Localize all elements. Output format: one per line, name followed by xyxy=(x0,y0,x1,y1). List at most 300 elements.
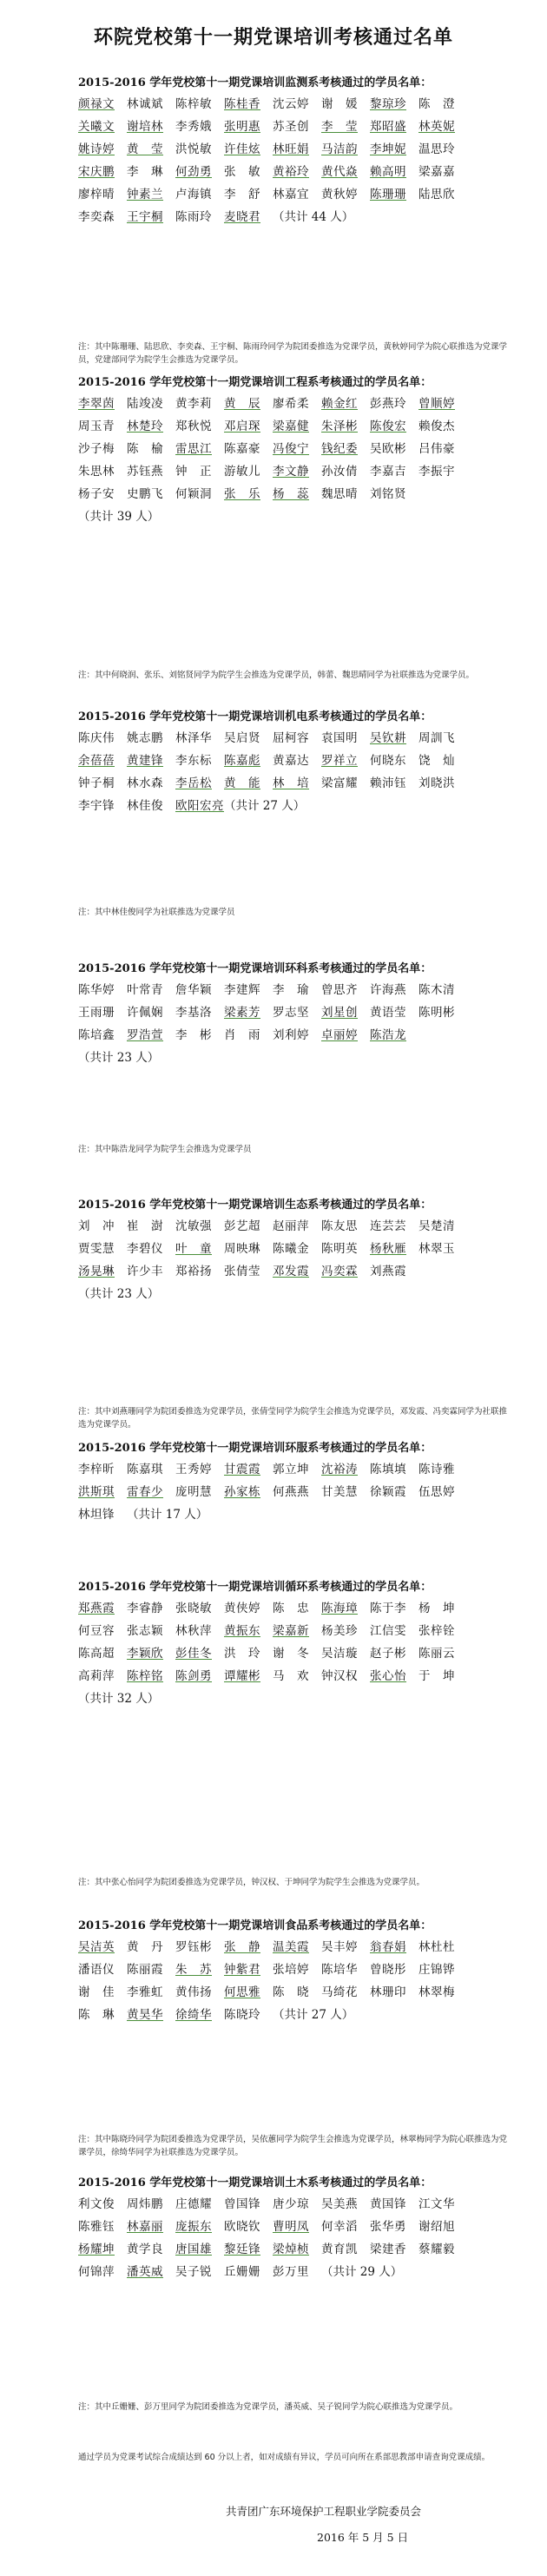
member-name: 陈海璋 xyxy=(321,1602,358,1615)
section-heading: 2015-2016 学年党校第十一期党课培训监测系考核通过的学员名单： xyxy=(78,76,432,89)
member-name: 陈嘉豪 xyxy=(224,442,260,456)
member-name: 谢培林 xyxy=(127,120,163,134)
section-3 xyxy=(78,962,508,1065)
member-name: 欧阳宏亮 xyxy=(175,799,224,813)
member-name: 黄语莹 xyxy=(370,1006,406,1020)
member-name: 陈诗雅 xyxy=(418,1463,455,1476)
member-name: 谭耀彬 xyxy=(224,1669,260,1683)
member-name: 钟素兰 xyxy=(127,188,163,201)
member-name: 吴钦耕 xyxy=(370,731,406,745)
member-total: （共计 44 人） xyxy=(273,210,354,224)
member-name: 陈培华 xyxy=(321,1963,358,1977)
member-name: 黄 莹 xyxy=(127,142,163,156)
member-name: 史鹏飞 xyxy=(127,487,163,501)
member-name: 连芸芸 xyxy=(370,1219,406,1233)
member-name: 崔 澍 xyxy=(127,1219,163,1233)
member-name: 李东标 xyxy=(175,754,212,768)
member-name: 卢海镇 xyxy=(175,188,212,201)
member-name: 陈桂香 xyxy=(224,97,260,111)
member-name: 钟紫君 xyxy=(224,1963,260,1977)
member-name: 袁国明 xyxy=(321,731,358,745)
member-name: 陈雨玲 xyxy=(175,210,212,224)
member-name: 郑燕霞 xyxy=(78,1602,115,1615)
section-note: 注：其中陈珊珊、陆思欣、李奕森、王宇桐、陈雨玲同学为院团委推选为党课学员，黄秋婷同学为院心联推选为党课学员，党建部同学为院学生会推选为党课学员。 xyxy=(78,342,508,365)
section-heading: 2015-2016 学年党校第十一期党课培训机电系考核通过的学员名单： xyxy=(78,710,432,723)
member-name: 徐颖霞 xyxy=(370,1485,406,1499)
member-name: 温美霞 xyxy=(273,1940,309,1954)
member-name: 叶常青 xyxy=(127,983,163,997)
member-name: 谢 冬 xyxy=(273,1647,309,1661)
member-name: 徐绮华 xyxy=(175,2008,212,2022)
member-name: 李宇锋 xyxy=(78,799,115,813)
member-name: 陈梓铭 xyxy=(127,1669,163,1683)
member-name: 陈梓敏 xyxy=(175,97,212,111)
member-name: 李 琳 xyxy=(127,165,163,179)
member-name: 卓丽婷 xyxy=(321,1028,358,1042)
member-name: 刘利婷 xyxy=(273,1028,309,1042)
member-name: 黄代焱 xyxy=(321,165,358,179)
member-name: 李翠茵 xyxy=(78,397,115,411)
member-name: 陈填填 xyxy=(370,1463,406,1476)
member-name: 杨子安 xyxy=(78,487,115,501)
section-heading: 2015-2016 学年党校第十一期党课培训食品系考核通过的学员名单： xyxy=(78,1919,432,1932)
member-name: 沈裕涛 xyxy=(321,1463,358,1476)
member-name: 黎琼珍 xyxy=(370,97,406,111)
member-name: 曾国锋 xyxy=(224,2197,260,2211)
member-name: 陈木清 xyxy=(418,983,455,997)
member-name: 陈高超 xyxy=(78,1647,115,1661)
member-name: 周炜鹏 xyxy=(127,2197,163,2211)
member-name: 林 培 xyxy=(273,776,309,790)
member-name: 冯奕霖 xyxy=(321,1265,358,1278)
member-name: 李奕森 xyxy=(78,210,115,224)
member-name: 陈 榆 xyxy=(127,442,163,456)
member-name: 李颖欣 xyxy=(127,1647,163,1661)
member-name: 赖高明 xyxy=(370,165,406,179)
section-heading: 2015-2016 学年党校第十一期党课培训土木系考核通过的学员名单： xyxy=(78,2176,432,2190)
name-list xyxy=(78,1219,508,1301)
member-name: 陆思欣 xyxy=(418,188,455,201)
member-name: 李岳松 xyxy=(175,776,212,790)
member-name: 黎廷锋 xyxy=(224,2242,260,2256)
member-name: 林楚玲 xyxy=(127,419,163,433)
member-name: 黄 辰 xyxy=(224,397,260,411)
member-name: 杨耀坤 xyxy=(78,2242,115,2256)
member-name: 刘铭贤 xyxy=(370,487,406,501)
member-name: 曾顺婷 xyxy=(418,397,455,411)
member-name: 曾思齐 xyxy=(321,983,358,997)
member-name: 杨 坤 xyxy=(418,1602,455,1615)
closing-note: 通过学员为党课考试综合成绩达到 60 分以上者，如对成绩有异议，学员可向所在系部思教部申请查询党课成绩。 xyxy=(78,2453,491,2462)
member-name: 谢绍旭 xyxy=(418,2220,455,2234)
member-name: 张明惠 xyxy=(224,120,260,134)
member-name: 姚诗婷 xyxy=(78,142,115,156)
member-name: 翁春娟 xyxy=(370,1940,406,1954)
member-name: 黄秋婷 xyxy=(321,188,358,201)
member-name: 何幸滔 xyxy=(321,2220,358,2234)
member-name: 林英妮 xyxy=(418,120,455,134)
member-name: 李坤妮 xyxy=(370,142,406,156)
member-name: 陈浩龙 xyxy=(370,1028,406,1042)
member-name: 雷思江 xyxy=(175,442,212,456)
member-name: 温思玲 xyxy=(418,142,455,156)
member-name: 陈 澄 xyxy=(418,97,455,111)
member-name: 钟汉权 xyxy=(321,1669,358,1683)
name-list xyxy=(78,97,508,224)
member-name: 林秋萍 xyxy=(175,1624,212,1638)
section-6 xyxy=(78,1581,508,1706)
member-name: 陈丽霞 xyxy=(127,1963,163,1977)
section-note: 注：其中刘燕珊同学为院团委推选为党课学员，张倩莹同学为院学生会推选为党课学员，邓发霞、冯奕霖同学为社联推选为党课学员。 xyxy=(78,1407,508,1430)
member-name: 何思雅 xyxy=(224,1985,260,1999)
member-name: 何锦萍 xyxy=(78,2265,115,2279)
section-1 xyxy=(78,376,508,524)
member-name: 肖 雨 xyxy=(224,1028,260,1042)
member-name: 黄伟扬 xyxy=(175,1985,212,1999)
member-name: 黄振东 xyxy=(224,1624,260,1638)
member-name: 杨 蕊 xyxy=(273,487,309,501)
member-name: 梁富耀 xyxy=(321,776,358,790)
section-heading: 2015-2016 学年党校第十一期党课培训生态系考核通过的学员名单： xyxy=(78,1199,432,1212)
member-name: 吴美燕 xyxy=(321,2197,358,2211)
member-name: 潘语仪 xyxy=(78,1963,115,1977)
member-name: 黄 丹 xyxy=(127,1940,163,1954)
member-name: 赖俊杰 xyxy=(418,419,455,433)
member-name: 冯俊宁 xyxy=(273,442,309,456)
member-name: 余蓓蓓 xyxy=(78,754,115,768)
member-total: （共计 23 人） xyxy=(78,1051,160,1065)
member-name: 吴欧彬 xyxy=(370,442,406,456)
member-name: 吴洁英 xyxy=(78,1940,115,1954)
member-name: 贾雯慧 xyxy=(78,1242,115,1256)
member-name: 梁嘉新 xyxy=(273,1624,309,1638)
member-name: 洪斯琪 xyxy=(78,1485,115,1499)
member-name: 许海燕 xyxy=(370,983,406,997)
member-total: （共计 27 人） xyxy=(224,799,306,813)
member-total: （共计 23 人） xyxy=(78,1287,160,1301)
member-name: 伍思婷 xyxy=(418,1485,455,1499)
member-name: 陈剑勇 xyxy=(175,1669,212,1683)
member-name: 李 彬 xyxy=(175,1028,212,1042)
member-name: 许佳炫 xyxy=(224,142,260,156)
section-heading: 2015-2016 学年党校第十一期党课培训循环系考核通过的学员名单： xyxy=(78,1581,432,1594)
footer-organization: 共青团广东环境保护工程职业学院委员会 xyxy=(226,2505,422,2518)
member-name: 林嘉宜 xyxy=(273,188,309,201)
member-name: 何劲勇 xyxy=(175,165,212,179)
member-name: 张梓铨 xyxy=(418,1624,455,1638)
member-name: 魏思晴 xyxy=(321,487,358,501)
member-name: 黄学良 xyxy=(127,2242,163,2256)
member-name: 江文华 xyxy=(418,2197,455,2211)
member-name: 李 舒 xyxy=(224,188,260,201)
member-name: 郑秋悦 xyxy=(175,419,212,433)
member-name: 于 坤 xyxy=(418,1669,455,1683)
member-name: 林杜杜 xyxy=(418,1940,455,1954)
member-name: 黄嘉达 xyxy=(273,754,309,768)
member-name: 周映琳 xyxy=(224,1242,260,1256)
section-heading: 2015-2016 学年党校第十一期党课培训环科系考核通过的学员名单： xyxy=(78,962,432,975)
footer-date: 2016 年 5 月 5 日 xyxy=(317,2531,409,2544)
member-name: 林坦锋 xyxy=(78,1508,115,1522)
member-name: 刘晓洪 xyxy=(418,776,455,790)
section-heading: 2015-2016 学年党校第十一期党课培训环服系考核通过的学员名单： xyxy=(78,1442,432,1455)
section-2 xyxy=(78,710,508,813)
member-name: 李梓昕 xyxy=(78,1463,115,1476)
member-name: 钟子桐 xyxy=(78,776,115,790)
member-name: 孙家栋 xyxy=(224,1485,260,1499)
name-list xyxy=(78,1602,508,1706)
member-name: 蔡耀毅 xyxy=(418,2242,455,2256)
member-name: 陈 晓 xyxy=(273,1985,309,1999)
member-name: 姚志鹏 xyxy=(127,731,163,745)
member-name: 唐国雄 xyxy=(175,2242,212,2256)
member-name: 李文静 xyxy=(273,465,309,479)
member-name: 杨美珍 xyxy=(321,1624,358,1638)
member-name: 罗祥立 xyxy=(321,754,358,768)
member-total: （共计 27 人） xyxy=(273,2008,354,2022)
member-name: 马 欢 xyxy=(273,1669,309,1683)
member-name: 张倩莹 xyxy=(224,1265,260,1278)
member-name: 陈于李 xyxy=(370,1602,406,1615)
member-name: 陈明彬 xyxy=(418,1006,455,1020)
member-name: 陈丽云 xyxy=(418,1647,455,1661)
member-name: 钟 正 xyxy=(175,465,212,479)
member-name: 黄国锋 xyxy=(370,2197,406,2211)
member-name: 李雅虹 xyxy=(127,1985,163,1999)
member-name: 张晓敏 xyxy=(175,1602,212,1615)
member-name: 邓启琛 xyxy=(224,419,260,433)
member-name: 刘星创 xyxy=(321,1006,358,1020)
member-name: 梁素芳 xyxy=(224,1006,260,1020)
member-name: 朱思林 xyxy=(78,465,115,479)
member-name: 王宇桐 xyxy=(127,210,163,224)
member-name: 吕伟豪 xyxy=(418,442,455,456)
member-name: 张培婷 xyxy=(273,1963,309,1977)
member-name: 宋庆鹏 xyxy=(78,165,115,179)
member-name: 游敏儿 xyxy=(224,465,260,479)
member-name: 吴子锐 xyxy=(175,2265,212,2279)
member-name: 罗钰彬 xyxy=(175,1940,212,1954)
member-name: 彭燕玲 xyxy=(370,397,406,411)
name-list xyxy=(78,983,508,1065)
member-name: 张 乐 xyxy=(224,487,260,501)
member-name: 张 静 xyxy=(224,1940,260,1954)
member-name: 张心怡 xyxy=(370,1669,406,1683)
member-name: 杨秋雁 xyxy=(370,1242,406,1256)
section-note: 注：其中张心怡同学为院团委推选为党课学员，钟汉权、于坤同学为院学生会推选为党课学员。 xyxy=(78,1878,425,1887)
member-name: 梁嘉健 xyxy=(273,419,309,433)
member-name: 吴启贤 xyxy=(224,731,260,745)
member-name: 郑昭盛 xyxy=(370,120,406,134)
member-name: 利文俊 xyxy=(78,2197,115,2211)
member-name: 钱纪委 xyxy=(321,442,358,456)
member-name: 林泽华 xyxy=(175,731,212,745)
member-name: 潘英威 xyxy=(127,2265,163,2279)
member-name: 林嘉丽 xyxy=(127,2220,163,2234)
member-name: 张志颖 xyxy=(127,1624,163,1638)
member-name: 吴丰婷 xyxy=(321,1940,358,1954)
member-name: 丘姗姗 xyxy=(224,2265,260,2279)
member-name: 张 敏 xyxy=(224,165,260,179)
member-name: 李碧仪 xyxy=(127,1242,163,1256)
member-name: 曾晓彤 xyxy=(370,1963,406,1977)
member-name: 关曦文 xyxy=(78,120,115,134)
member-name: 庄锦铧 xyxy=(418,1963,455,1977)
member-name: 邓发霞 xyxy=(273,1265,309,1278)
name-list xyxy=(78,1940,508,2022)
member-name: 梁焯桢 xyxy=(273,2242,309,2256)
member-name: 高莉萍 xyxy=(78,1669,115,1683)
member-name: 黄建锋 xyxy=(127,754,163,768)
member-name: 赖金红 xyxy=(321,397,358,411)
member-name: 陈曦金 xyxy=(273,1242,309,1256)
member-name: 朱泽彬 xyxy=(321,419,358,433)
member-name: 马绮花 xyxy=(321,1985,358,1999)
page-title: 环院党校第十一期党课培训考核通过名单 xyxy=(93,26,453,49)
member-name: 沈敏强 xyxy=(175,1219,212,1233)
section-note: 注：其中丘姗姗、彭万里同学为院团委推选为党课学员，潘英威、吴子锐同学为院心联推选为党课学员。 xyxy=(78,2402,458,2412)
member-name: 叶 童 xyxy=(175,1242,212,1256)
member-name: 何颖洞 xyxy=(175,487,212,501)
member-name: 周玉青 xyxy=(78,419,115,433)
name-list xyxy=(78,2197,508,2279)
member-name: 王秀婷 xyxy=(175,1463,212,1476)
member-name: 李 瑜 xyxy=(273,983,309,997)
member-name: 李秀娥 xyxy=(175,120,212,134)
member-name: 陈 忠 xyxy=(273,1602,309,1615)
member-name: 庞振东 xyxy=(175,2220,212,2234)
member-name: 孙汝倩 xyxy=(321,465,358,479)
member-name: 詹华颖 xyxy=(175,983,212,997)
member-name: 林翠梅 xyxy=(418,1985,455,1999)
member-name: 陈培鑫 xyxy=(78,1028,115,1042)
member-name: 赵子彬 xyxy=(370,1647,406,1661)
member-name: 苏钰燕 xyxy=(127,465,163,479)
member-name: 甘美慧 xyxy=(321,1485,358,1499)
section-4 xyxy=(78,1199,508,1301)
member-name: 黄侠婷 xyxy=(224,1602,260,1615)
member-name: 黄 能 xyxy=(224,776,260,790)
member-name: 林诚斌 xyxy=(127,97,163,111)
member-name: 江信雯 xyxy=(370,1624,406,1638)
member-name: 唐少琼 xyxy=(273,2197,309,2211)
member-name: 彭万里 xyxy=(273,2265,309,2279)
member-name: 雷春少 xyxy=(127,1485,163,1499)
member-name: 黄裕玲 xyxy=(273,165,309,179)
member-name: 麦晓君 xyxy=(224,210,260,224)
member-name: 林翠玉 xyxy=(418,1242,455,1256)
member-total: （共计 17 人） xyxy=(127,1508,208,1522)
section-note: 注：其中陈浩龙同学为院学生会推选为党课学员 xyxy=(78,1145,252,1154)
section-note: 注：其中林佳俊同学为社联推选为党课学员 xyxy=(78,908,235,917)
member-name: 洪 玲 xyxy=(224,1647,260,1661)
member-name: 欧晓钦 xyxy=(224,2220,260,2234)
member-name: 朱 苏 xyxy=(175,1963,212,1977)
member-name: 陈雅钰 xyxy=(78,2220,115,2234)
member-name: 何豆容 xyxy=(78,1624,115,1638)
member-name: 沙子梅 xyxy=(78,442,115,456)
section-7 xyxy=(78,1919,508,2022)
member-name: 吴洁璇 xyxy=(321,1647,358,1661)
section-note: 注：其中陈晓玲同学为院团委推选为党课学员，吴依蕙同学为院学生会推选为党课学员，林翠梅同学为院心联推选为党课学员，徐绮华同学为社联推选为党课学员。 xyxy=(78,2135,508,2157)
member-name: 李基洛 xyxy=(175,1006,212,1020)
member-total: （共计 32 人） xyxy=(78,1692,160,1706)
member-name: 张华勇 xyxy=(370,2220,406,2234)
member-name: 李振宇 xyxy=(418,465,455,479)
member-name: 陈俊宏 xyxy=(370,419,406,433)
member-name: 廖希柔 xyxy=(273,397,309,411)
member-name: 陈友思 xyxy=(321,1219,358,1233)
member-name: 陈嘉琪 xyxy=(127,1463,163,1476)
member-name: 黄昊华 xyxy=(127,2008,163,2022)
member-name: 李嘉吉 xyxy=(370,465,406,479)
member-name: 陈明英 xyxy=(321,1242,358,1256)
member-name: 谢 媛 xyxy=(321,97,358,111)
member-name: 陈嘉彪 xyxy=(224,754,260,768)
section-8 xyxy=(78,2176,508,2279)
member-name: 陈庆伟 xyxy=(78,731,115,745)
member-total: （共计 39 人） xyxy=(78,510,160,524)
member-name: 刘 冲 xyxy=(78,1219,115,1233)
section-5 xyxy=(78,1442,508,1522)
member-name: 庄德耀 xyxy=(175,2197,212,2211)
member-name: 王雨珊 xyxy=(78,1006,115,1020)
member-name: 黄李莉 xyxy=(175,397,212,411)
member-name: 何燕燕 xyxy=(273,1485,309,1499)
member-name: 汤晃琳 xyxy=(78,1265,115,1278)
section-note: 注：其中何晓润、张乐、刘铭贤同学为院学生会推选为党课学员，韩蕾、魏思晴同学为社联推选为党课学员。 xyxy=(78,670,475,680)
member-name: 李 莹 xyxy=(321,120,358,134)
member-name: 曹明凤 xyxy=(273,2220,309,2234)
member-name: 陈华婷 xyxy=(78,983,115,997)
member-name: 赵丽萍 xyxy=(273,1219,309,1233)
member-name: 饶 灿 xyxy=(418,754,455,768)
member-name: 陈晓玲 xyxy=(224,2008,260,2022)
member-name: 彭艺超 xyxy=(224,1219,260,1233)
member-name: 庞明慧 xyxy=(175,1485,212,1499)
member-name: 陈 琳 xyxy=(78,2008,115,2022)
member-name: 洪悦敏 xyxy=(175,142,212,156)
member-name: 周訓飞 xyxy=(418,731,455,745)
member-name: 屈柯容 xyxy=(273,731,309,745)
section-0 xyxy=(78,76,508,224)
member-name: 颜禄文 xyxy=(78,97,115,111)
member-name: 廖梓晴 xyxy=(78,188,115,201)
member-name: 罗浩萱 xyxy=(127,1028,163,1042)
section-heading: 2015-2016 学年党校第十一期党课培训工程系考核通过的学员名单： xyxy=(78,376,432,389)
member-name: 谢 佳 xyxy=(78,1985,115,1999)
member-name: 黄育凯 xyxy=(321,2242,358,2256)
member-name: 梁建香 xyxy=(370,2242,406,2256)
member-name: 陈珊珊 xyxy=(370,188,406,201)
member-name: 苏圣创 xyxy=(273,120,309,134)
member-name: 林旺娟 xyxy=(273,142,309,156)
member-name: 刘燕霞 xyxy=(370,1265,406,1278)
member-name: 林佳俊 xyxy=(127,799,163,813)
member-name: 吴楚清 xyxy=(418,1219,455,1233)
name-list xyxy=(78,731,508,813)
member-name: 林珊印 xyxy=(370,1985,406,1999)
member-name: 梁嘉嘉 xyxy=(418,165,455,179)
member-name: 李睿静 xyxy=(127,1602,163,1615)
member-name: 赖沛钰 xyxy=(370,776,406,790)
member-name: 林水森 xyxy=(127,776,163,790)
member-name: 郭立坤 xyxy=(273,1463,309,1476)
member-name: 何晓东 xyxy=(370,754,406,768)
name-list xyxy=(78,1463,508,1522)
member-name: 郑裕扬 xyxy=(175,1265,212,1278)
member-name: 马洁韵 xyxy=(321,142,358,156)
